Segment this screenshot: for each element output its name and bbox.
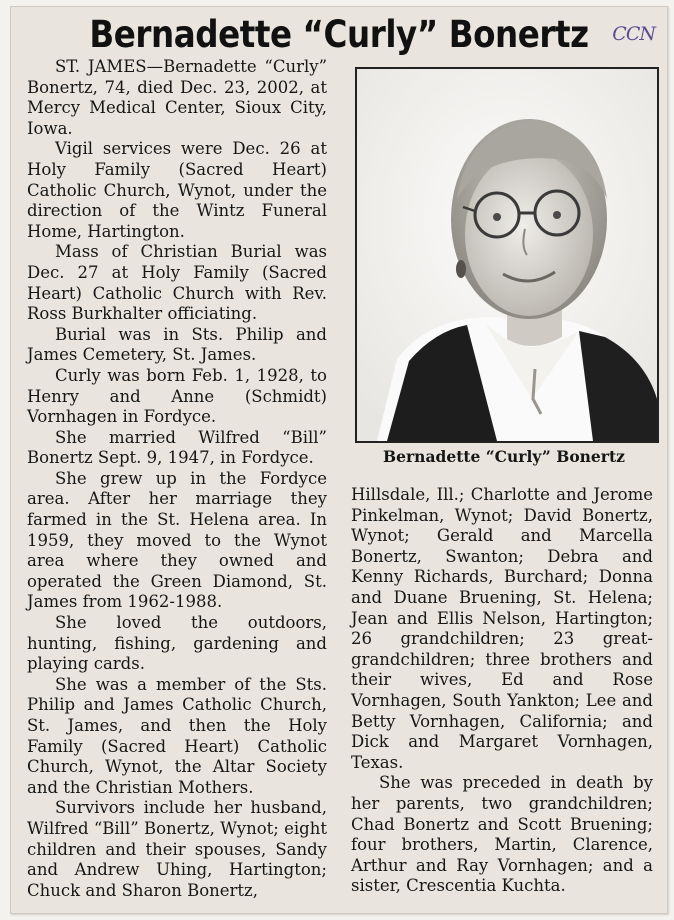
paragraph-mass: Mass of Christian Burial was Dec. 27 at Holy Family (Sacred Heart) Catholic Church with Rev. Ross Burkhalter officiating. [27, 242, 327, 324]
paragraph-membership: She was a member of the Sts. Philip and James Catholic Church, St. James, and then the Holy Family (Sacred Heart) Catholic Church, Wynot, the Altar Society and the Christian Mothers. [27, 674, 327, 797]
handwritten-mark: CCN [612, 23, 655, 45]
left-column [27, 57, 327, 901]
paragraph-vigil: Vigil services were Dec. 26 at Holy Family (Sacred Heart) Catholic Church, Wynot, under the direction of the Wintz Funeral Home, Hartington. [27, 139, 327, 241]
obituary-clipping [10, 6, 668, 914]
paragraph-survivors: Survivors include her husband, Wilfred “Bill” Bonertz, Wynot; eight children and their spouses, Sandy and Andrew Uhing, Hartington; Chuck and Sharon Bonertz, [27, 798, 327, 900]
paragraph-hobbies: She loved the outdoors, hunting, fishing, gardening and playing cards. [27, 613, 327, 674]
portrait-photo [355, 67, 659, 443]
paragraph-preceded: She was preceded in death by her parents, two grandchildren; Chad Bonertz and Scott Bruening; four brothers, Martin, Clarence, Arthur and Ray Vornhagen; and a sister, Crescentia Kuchta. [351, 773, 653, 896]
obituary-title: Bernadette “Curly” Bonertz [89, 13, 589, 56]
paragraph-survivors-continued: Hillsdale, Ill.; Charlotte and Jerome Pinkelman, Wynot; David Bonertz, Wynot; Gerald and Marcella Bonertz, Swanton; Debra and Kenny Richards, Burchard; Donna and Duane Bruening, St. Helena; Jean and Ellis Nelson, Hartington; 26 grandchildren; 23 great-grandchildren; three brothers and their wives, Ed and Rose Vornhagen, South Yankton; Lee and Betty Vornhagen, California; and Dick and Margaret Vornhagen, Texas. [351, 485, 653, 772]
right-column [351, 485, 653, 897]
paragraph-marriage: She married Wilfred “Bill” Bonertz Sept. 9, 1947, in Fordyce. [27, 427, 327, 468]
photo-caption: Bernadette “Curly” Bonertz [383, 447, 625, 466]
paragraph-death: ST. JAMES—Bernadette “Curly” Bonertz, 74, died Dec. 23, 2002, at Mercy Medical Center, Sioux City, Iowa. [27, 57, 327, 138]
paragraph-life: She grew up in the Fordyce area. After her marriage they farmed in the St. Helena area. In 1959, they moved to the Wynot area where they owned and operated the Green Diamond, St. James from 1962-1988. [27, 468, 327, 612]
paragraph-birth: Curly was born Feb. 1, 1928, to Henry and Anne (Schmidt) Vornhagen in Fordyce. [27, 365, 327, 427]
paragraph-burial: Burial was in Sts. Philip and James Cemetery, St. James. [27, 324, 327, 365]
portrait-illustration [357, 69, 657, 441]
